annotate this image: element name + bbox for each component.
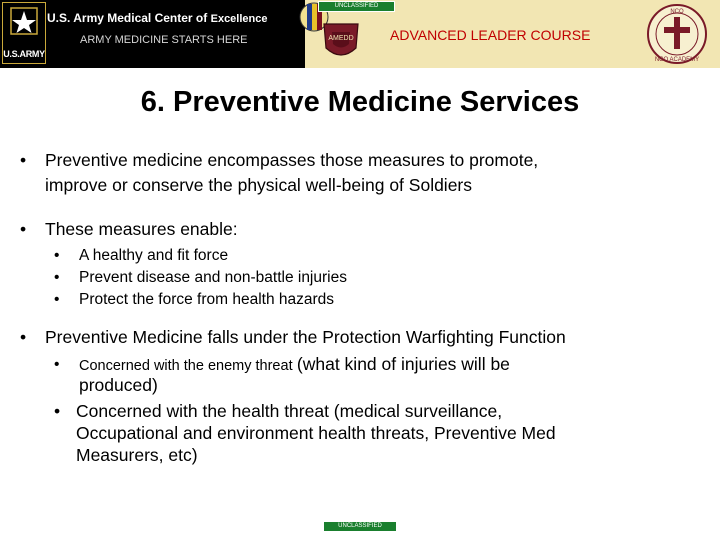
- seal-text-top: NCO: [670, 9, 684, 15]
- sub-text: Concerned with the health threat (medical surveillance,: [76, 401, 503, 421]
- bullet-text: Preventive Medicine falls under the Protection Warfighting Function: [45, 327, 566, 347]
- seal-text-bottom: NCO ACADEMY: [654, 57, 700, 63]
- bullet-dot: •: [20, 219, 27, 239]
- center-title: [47, 11, 267, 25]
- sub-text-small: Concerned with the enemy threat: [79, 358, 293, 374]
- slide-title: 6. Preventive Medicine Services: [140, 86, 580, 118]
- sub-dot: •: [54, 291, 60, 308]
- army-star-icon: [3, 3, 45, 43]
- course-title: ADVANCED LEADER COURSE: [390, 27, 591, 43]
- sub-text: Prevent disease and non-battle injuries: [79, 269, 347, 286]
- bullet-dot: •: [20, 327, 27, 347]
- center-name-tail: Excellence: [210, 13, 268, 25]
- sub-text: Occupational and environment health threats, Preventive Med: [76, 423, 556, 443]
- sub-dot: •: [54, 356, 60, 373]
- us-army-logo: [2, 2, 46, 64]
- sub-text: produced): [79, 375, 158, 395]
- amedd-crest-icon: [320, 18, 362, 64]
- army-wordmark: U.S.ARMY: [3, 49, 45, 59]
- sub-text: Measurers, etc): [76, 445, 198, 465]
- classification-top: UNCLASSIFIED: [318, 1, 395, 12]
- bullet-text: improve or conserve the physical well-being of Soldiers: [45, 175, 473, 195]
- sub-text: [79, 354, 510, 377]
- classification-bottom: UNCLASSIFIED: [323, 521, 397, 532]
- sub-text-big: (what kind of injuries will be: [296, 354, 510, 374]
- sub-text: Protect the force from health hazards: [79, 291, 335, 308]
- bullet-text: Preventive medicine encompasses those measures to promote,: [45, 150, 539, 170]
- center-name: U.S. Army Medical Center of: [47, 11, 208, 25]
- crest-text: AMEDD: [328, 35, 354, 42]
- nco-academy-seal-icon: [646, 3, 708, 65]
- sub-dot: •: [54, 269, 60, 286]
- header-band: [0, 0, 720, 68]
- sub-text: A healthy and fit force: [79, 247, 229, 264]
- sub-dot: •: [54, 401, 61, 421]
- bullet-dot: •: [20, 150, 27, 170]
- bullet-text: These measures enable:: [45, 219, 238, 239]
- sub-dot: •: [54, 247, 60, 264]
- tagline: ARMY MEDICINE STARTS HERE: [80, 34, 248, 46]
